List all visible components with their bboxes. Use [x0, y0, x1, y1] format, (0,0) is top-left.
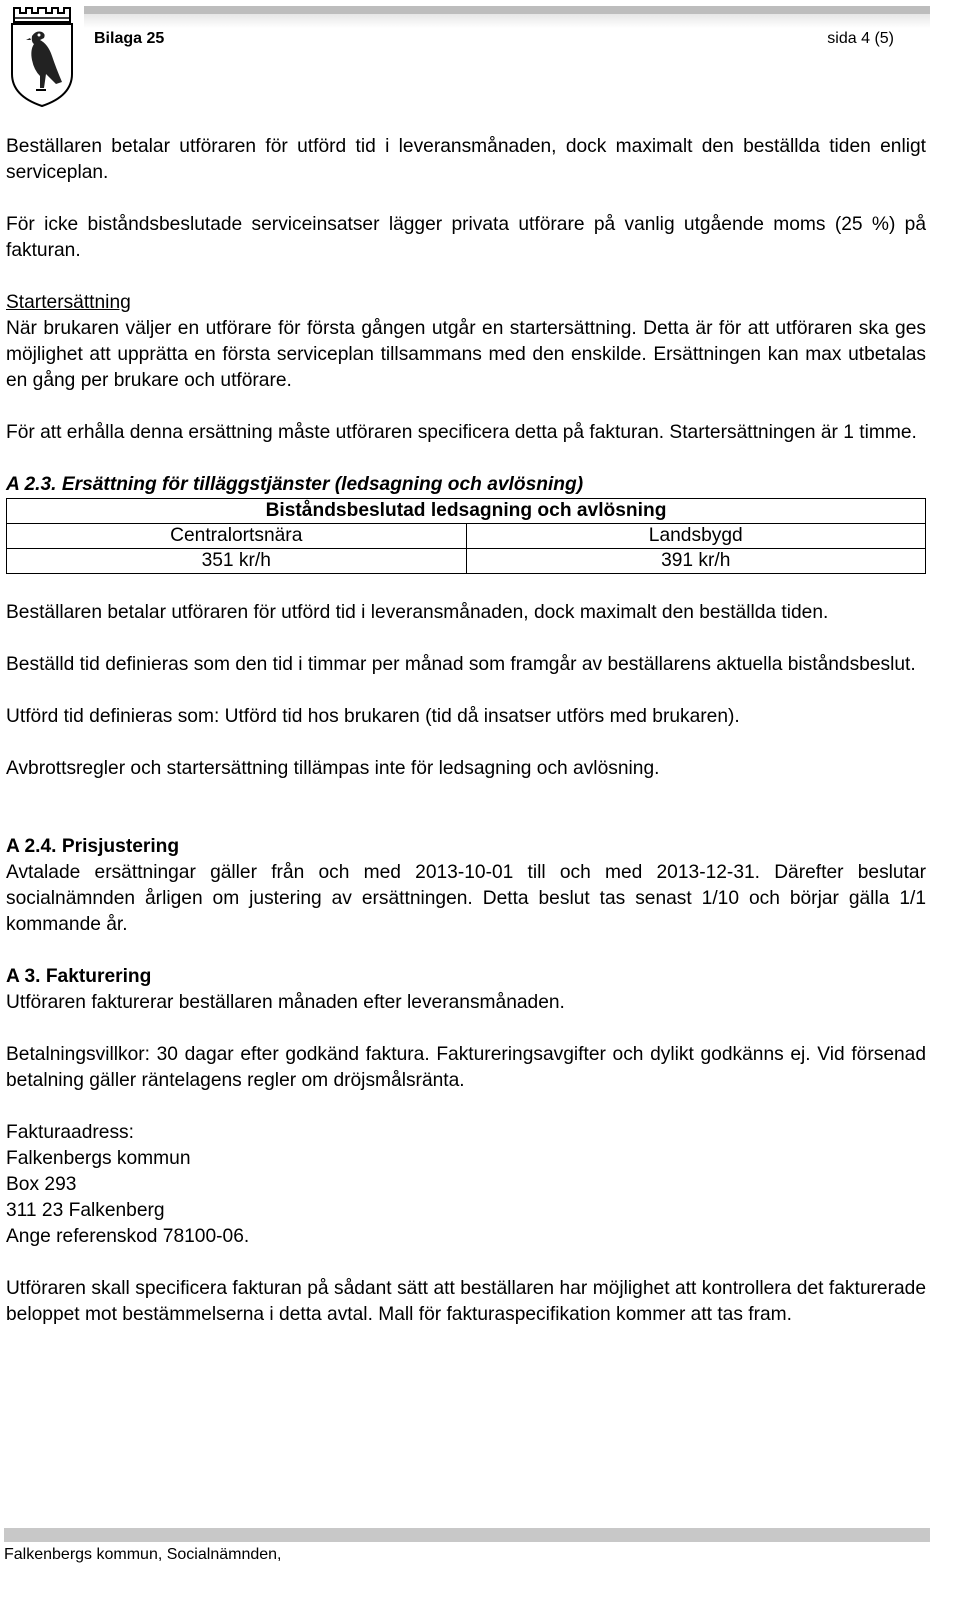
- rate-table: [6, 498, 926, 574]
- section-heading: Startersättning: [6, 292, 131, 313]
- fakturering-section: [6, 964, 926, 1016]
- table-row: [7, 549, 926, 574]
- paragraph: Utförd tid definieras som: Utförd tid hos brukaren (tid då insatser utförs med brukaren).: [6, 706, 740, 727]
- section-heading-a24: [6, 836, 179, 857]
- section-number: A 2.4.: [6, 836, 57, 857]
- column-header-centralortsnara: Centralortsnära: [7, 524, 467, 549]
- municipality-coat-of-arms-logo: [6, 4, 78, 110]
- address-line: Fakturaadress:: [6, 1122, 134, 1143]
- footer-divider: [4, 1528, 930, 1542]
- column-header-landsbygd: Landsbygd: [466, 524, 926, 549]
- address-line: 311 23 Falkenberg: [6, 1200, 165, 1221]
- rate-value-centralortsnara: 351 kr/h: [7, 549, 467, 574]
- section-title: Ersättning för tilläggstjänster (ledsagning och avlösning): [61, 474, 584, 495]
- address-line: Ange referenskod 78100-06.: [6, 1226, 250, 1247]
- paragraph-text: Utföraren fakturerar beställaren månaden efter leveransmånaden.: [6, 992, 565, 1013]
- paragraph: För icke biståndsbeslutade serviceinsatser lägger privata utförare på vanlig utgående moms (25 %) på fakturan.: [6, 214, 926, 261]
- page-number: sida 4 (5): [827, 30, 894, 47]
- address-line: Box 293: [6, 1174, 77, 1195]
- paragraph: Beställaren betalar utföraren för utförd tid i leveransmånaden, dock maximalt den beställda tiden enligt serviceplan.: [6, 136, 926, 183]
- prisjustering-section: [6, 834, 926, 938]
- paragraph: För att erhålla denna ersättning måste utföraren specificera detta på fakturan. Startersättningen är 1 timme.: [6, 422, 917, 443]
- paragraph: Beställd tid definieras som den tid i timmar per månad som framgår av beställarens aktuella biståndsbeslut.: [6, 654, 916, 675]
- rate-value-landsbygd: 391 kr/h: [466, 549, 926, 574]
- section-number: A 2.3.: [6, 474, 57, 495]
- paragraph: Avbrottsregler och startersättning tillämpas inte för ledsagning och avlösning.: [6, 758, 660, 779]
- document-body: [6, 134, 926, 1354]
- footer-text: Falkenbergs kommun, Socialnämnden,: [4, 1546, 282, 1563]
- section-heading-a3: [6, 966, 151, 987]
- paragraph: Beställaren betalar utföraren för utförd tid i leveransmånaden, dock maximalt den beställda tiden.: [6, 602, 829, 623]
- invoice-address: [6, 1120, 926, 1250]
- section-title: Fakturering: [45, 966, 152, 987]
- table-row: [7, 524, 926, 549]
- table-header: Biståndsbeslutad ledsagning och avlösning: [7, 499, 926, 524]
- section-heading-a23: [6, 472, 926, 498]
- page-header: [84, 6, 930, 64]
- appendix-label: Bilaga 25: [94, 30, 165, 47]
- paragraph: Utföraren skall specificera fakturan på sådant sätt att beställaren har möjlighet att kontrollera det fakturerade beloppet mot bestämmelserna i detta avtal. Mall för fakturaspecifikation kommer att tas fram.: [6, 1278, 926, 1325]
- paragraph-text: När brukaren väljer en utförare för första gången utgår en startersättning. Detta är för att utföraren ska ges möjlighet att upprätta en första serviceplan tillsammans med den enskilde. Ersättningen kan max utbetalas en gång per brukare och utförare.: [6, 318, 926, 391]
- address-line: Falkenbergs kommun: [6, 1148, 191, 1169]
- paragraph: Betalningsvillkor: 30 dagar efter godkänd faktura. Faktureringsavgifter och dylikt godkänns ej. Vid försenad betalning gäller räntelagens regler om dröjsmålsränta.: [6, 1044, 926, 1091]
- section-title: Prisjustering: [61, 836, 180, 857]
- paragraph-text: Avtalade ersättningar gäller från och med 2013-10-01 till och med 2013-12-31. Därefter beslutar socialnämnden årligen om justering av ersättningen. Detta beslut tas senast 1/10 och börjar gälla 1/1 kommande år.: [6, 862, 926, 935]
- spacer: [6, 808, 926, 834]
- section-number: A 3.: [6, 966, 41, 987]
- startersattning-section: [6, 290, 926, 394]
